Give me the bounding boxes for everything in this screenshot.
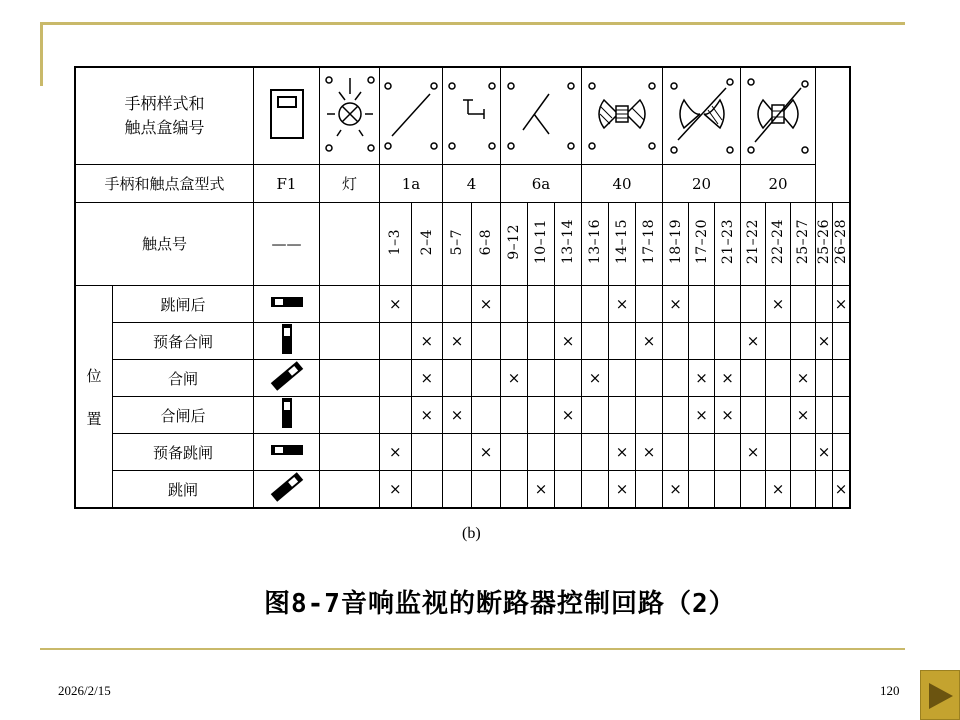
contact-mark-cell: [715, 434, 741, 471]
contact-mark-cell: [443, 434, 472, 471]
contact-mark-cell: ×: [663, 286, 689, 323]
contact-mark-cell: [766, 360, 791, 397]
handle-diagonal-icon: [267, 360, 307, 392]
contact-mark-cell: [443, 286, 472, 323]
position-group-label: [75, 286, 113, 509]
contact-mark-cell: [528, 397, 555, 434]
contact-mark-cell: ×: [411, 397, 443, 434]
contact-mark-cell: ×: [715, 360, 741, 397]
handle-position-cell: [254, 286, 320, 323]
contact-mark-cell: [582, 323, 609, 360]
contact-mark-cell: [791, 286, 816, 323]
contact-mark-cell: ×: [833, 471, 851, 509]
contact-mark-cell: ×: [609, 471, 636, 509]
contact-mark-cell: [833, 323, 851, 360]
contact-number: 6–8: [478, 228, 494, 256]
contact-mark-cell: [689, 434, 715, 471]
contact-mark-cell: [380, 397, 412, 434]
contact-mark-cell: [609, 360, 636, 397]
contact-mark-cell: [528, 323, 555, 360]
contact-20b-symbol: [741, 67, 816, 165]
contact-mark-cell: ×: [689, 360, 715, 397]
position-row: [75, 397, 850, 434]
contact-mark-cell: ×: [411, 323, 443, 360]
type-cell: 6a: [501, 165, 582, 203]
contact-mark-cell: [741, 286, 766, 323]
contact-mark-cell: [715, 471, 741, 509]
contact-mark-cell: ×: [380, 471, 412, 509]
contact-1a-icon: [380, 70, 442, 158]
handle-vertical-icon: [267, 323, 307, 355]
contact-mark-cell: [501, 323, 528, 360]
contact-mark-cell: ×: [791, 397, 816, 434]
handle-position-cell: [254, 397, 320, 434]
contact-number-cell: [380, 203, 412, 286]
f1-handle-symbol: [254, 67, 320, 165]
contact-mark-cell: ×: [380, 434, 412, 471]
contact-mark-cell: [380, 360, 412, 397]
position-row: [75, 286, 850, 323]
contact-number-cell: [689, 203, 715, 286]
contact-mark-cell: ×: [472, 434, 501, 471]
contact-mark-cell: [689, 323, 715, 360]
contact-number-cell: [663, 203, 689, 286]
contact-mark-cell: [528, 434, 555, 471]
position-rows: [75, 286, 850, 509]
contact-mark-cell: [636, 471, 663, 509]
contact-mark-cell: [472, 397, 501, 434]
contact-mark-cell: [472, 471, 501, 509]
contact-number: 17–20: [693, 219, 710, 265]
contact-number-cell: [766, 203, 791, 286]
contact-mark-cell: [663, 434, 689, 471]
contact-4-symbol: [443, 67, 501, 165]
position-row: [75, 323, 850, 360]
contact-number-cell: [715, 203, 741, 286]
position-name: 合闸: [113, 360, 254, 397]
contact-mark-cell: [663, 397, 689, 434]
contact-number-cell: [741, 203, 766, 286]
contact-mark-cell: [582, 471, 609, 509]
contact-number-cell: [443, 203, 472, 286]
type-cell: 4: [443, 165, 501, 203]
left-rule: [40, 22, 43, 86]
type-row-label: 手柄和触点盒型式: [75, 165, 254, 203]
handle-vertical-icon: [267, 397, 307, 429]
contact-mark-cell: ×: [741, 434, 766, 471]
contact-mark-cell: [528, 286, 555, 323]
contact-mark-cell: ×: [555, 323, 582, 360]
contact-mark-cell: [833, 397, 851, 434]
contact-mark-cell: [689, 286, 715, 323]
contact-4-icon: [444, 70, 500, 158]
page-number: 120: [880, 683, 900, 698]
type-cell: F1: [254, 165, 320, 203]
lamp-icon: [321, 70, 379, 158]
contact-table: [74, 66, 851, 509]
position-row: [75, 434, 850, 471]
contact-mark-cell: [689, 471, 715, 509]
contact-lamp-empty: [320, 203, 380, 286]
contact-mark-cell: ×: [663, 471, 689, 509]
contact-number: 2–4: [418, 228, 435, 256]
position-name: 预备合闸: [113, 323, 254, 360]
contact-number: 17–18: [641, 219, 657, 265]
contact-6a-icon: [501, 70, 581, 158]
contact-number-cell: [555, 203, 582, 286]
contact-mark-cell: [582, 286, 609, 323]
handle-horizontal-icon: [267, 286, 307, 318]
contact-number-cell: [472, 203, 501, 286]
contact-mark-cell: ×: [609, 286, 636, 323]
contact-number-cell: [411, 203, 443, 286]
contact-number: 10–11: [533, 219, 549, 265]
contact-row-label: 触点号: [75, 203, 254, 286]
position-name: 预备跳闸: [113, 434, 254, 471]
contact-mark-cell: [715, 286, 741, 323]
contact-mark-cell: [741, 397, 766, 434]
contact-mark-cell: [555, 360, 582, 397]
lamp-position-cell: [320, 397, 380, 434]
contact-mark-cell: [380, 323, 412, 360]
figure-caption: (b): [462, 525, 481, 542]
contact-mark-cell: [411, 286, 443, 323]
contact-mark-cell: [816, 286, 833, 323]
contact-mark-cell: [472, 360, 501, 397]
lamp-position-cell: [320, 434, 380, 471]
handle-horizontal-icon: [267, 434, 307, 466]
handle-position-cell: [254, 360, 320, 397]
contact-mark-cell: ×: [715, 397, 741, 434]
position-name: 跳闸: [113, 471, 254, 509]
contact-mark-cell: [741, 471, 766, 509]
lamp-position-cell: [320, 323, 380, 360]
contact-mark-cell: [791, 471, 816, 509]
bottom-rule: [40, 648, 905, 650]
contact-20b-icon: [741, 70, 815, 158]
contact-number-cell: [501, 203, 528, 286]
arrow-right-icon: [927, 681, 955, 711]
contact-number-cell: [636, 203, 663, 286]
position-name: 合闸后: [113, 397, 254, 434]
contact-number-cell: [609, 203, 636, 286]
position-group-char: 位: [86, 366, 102, 385]
contact-number: 26–28: [833, 219, 849, 265]
handle-box-icon: [267, 86, 307, 142]
lamp-position-cell: [320, 471, 380, 509]
contact-mark-cell: [555, 286, 582, 323]
contact-mark-cell: ×: [380, 286, 412, 323]
contact-mark-cell: ×: [582, 360, 609, 397]
position-group-char: 置: [86, 409, 102, 428]
contact-mark-cell: ×: [766, 286, 791, 323]
contact-mark-cell: [833, 360, 851, 397]
type-cell: 40: [582, 165, 663, 203]
contact-mark-cell: ×: [443, 323, 472, 360]
top-rule: [40, 22, 905, 25]
handle-style-label: [75, 67, 254, 165]
contact-mark-cell: ×: [555, 397, 582, 434]
contact-mark-cell: [501, 397, 528, 434]
position-row: [75, 360, 850, 397]
contact-number: 25–27: [795, 219, 811, 265]
contact-mark-cell: ×: [528, 471, 555, 509]
contact-f1-dash-text: ——: [271, 235, 302, 253]
contact-number-cell: [582, 203, 609, 286]
contact-number: 5–7: [449, 228, 465, 256]
contact-mark-cell: [609, 397, 636, 434]
contact-mark-cell: [663, 360, 689, 397]
type-cell: 20: [663, 165, 741, 203]
contact-number: 21–23: [719, 219, 736, 265]
contact-mark-cell: ×: [741, 323, 766, 360]
contact-mark-cell: [609, 323, 636, 360]
contact-mark-cell: ×: [816, 434, 833, 471]
contact-mark-cell: [443, 471, 472, 509]
type-cell: 灯: [320, 165, 380, 203]
contact-mark-cell: [528, 360, 555, 397]
next-slide-button[interactable]: [920, 670, 960, 720]
contact-6a-symbol: [501, 67, 582, 165]
contact-mark-cell: [741, 360, 766, 397]
contact-number: 21–22: [745, 219, 761, 265]
type-cell: 20: [741, 165, 816, 203]
slide-title: 图8-7音响监视的断路器控制回路（2）: [264, 589, 736, 619]
contact-mark-cell: ×: [689, 397, 715, 434]
contact-mark-cell: ×: [472, 286, 501, 323]
contact-mark-cell: [715, 323, 741, 360]
handle-diagonal-icon: [267, 471, 307, 503]
contact-mark-cell: [816, 360, 833, 397]
contact-number: 13–16: [587, 219, 603, 265]
contact-number-row: [75, 203, 850, 286]
contact-number-cell: [528, 203, 555, 286]
contact-mark-cell: [636, 286, 663, 323]
type-cell: 1a: [380, 165, 443, 203]
lamp-position-cell: [320, 286, 380, 323]
contact-mark-cell: ×: [766, 471, 791, 509]
contact-mark-cell: [411, 434, 443, 471]
contact-mark-cell: ×: [636, 323, 663, 360]
contact-number: 9–12: [506, 224, 522, 260]
type-row: [75, 165, 850, 203]
contact-number-cell: [833, 203, 851, 286]
contact-mark-cell: [555, 434, 582, 471]
contact-40-symbol: [582, 67, 663, 165]
contact-mark-cell: [816, 397, 833, 434]
contact-mark-cell: [443, 360, 472, 397]
contact-mark-cell: [582, 434, 609, 471]
contact-mark-cell: [501, 286, 528, 323]
handle-position-cell: [254, 434, 320, 471]
contact-20-icon: [664, 70, 740, 158]
contact-mark-cell: ×: [791, 360, 816, 397]
contact-mark-cell: ×: [411, 360, 443, 397]
contact-number: 22–24: [770, 219, 786, 265]
contact-mark-cell: [791, 323, 816, 360]
handle-style-row: [75, 67, 850, 165]
contact-number: 25–26: [816, 219, 832, 265]
contact-1a-symbol: [380, 67, 443, 165]
contact-mark-cell: [501, 471, 528, 509]
slide-date: 2026/2/15: [58, 683, 111, 698]
lamp-position-cell: [320, 360, 380, 397]
contact-mark-cell: [833, 434, 851, 471]
contact-mark-cell: [766, 397, 791, 434]
contact-mark-cell: [766, 323, 791, 360]
header-label-line2: 触点盒编号: [124, 118, 205, 137]
contact-mark-cell: [472, 323, 501, 360]
contact-mark-cell: ×: [501, 360, 528, 397]
contact-20-symbol: [663, 67, 741, 165]
lamp-contact-symbol: [320, 67, 380, 165]
contact-mark-cell: [791, 434, 816, 471]
handle-position-cell: [254, 471, 320, 509]
position-name: 跳闸后: [113, 286, 254, 323]
handle-position-cell: [254, 323, 320, 360]
contact-40-icon: [582, 70, 662, 158]
contact-mark-cell: [411, 471, 443, 509]
contact-mark-cell: [663, 323, 689, 360]
contact-mark-cell: [766, 434, 791, 471]
contact-mark-cell: [636, 360, 663, 397]
contact-mark-cell: [636, 397, 663, 434]
contact-mark-cell: ×: [636, 434, 663, 471]
contact-f1-dash: [254, 203, 320, 286]
contact-number: 1–3: [387, 228, 404, 256]
contact-number-cell: [816, 203, 833, 286]
contact-number: 13–14: [560, 219, 576, 265]
contact-number: 18–19: [667, 219, 684, 265]
contact-mark-cell: [582, 397, 609, 434]
contact-mark-cell: [501, 434, 528, 471]
contact-mark-cell: ×: [609, 434, 636, 471]
position-row: [75, 471, 850, 509]
contact-mark-cell: ×: [833, 286, 851, 323]
header-label-line1: 手柄样式和: [124, 94, 205, 113]
contact-number: 14–15: [614, 219, 630, 265]
contact-mark-cell: ×: [816, 323, 833, 360]
contact-mark-cell: [555, 471, 582, 509]
contact-mark-cell: ×: [443, 397, 472, 434]
contact-mark-cell: [816, 471, 833, 509]
contact-number-cell: [791, 203, 816, 286]
